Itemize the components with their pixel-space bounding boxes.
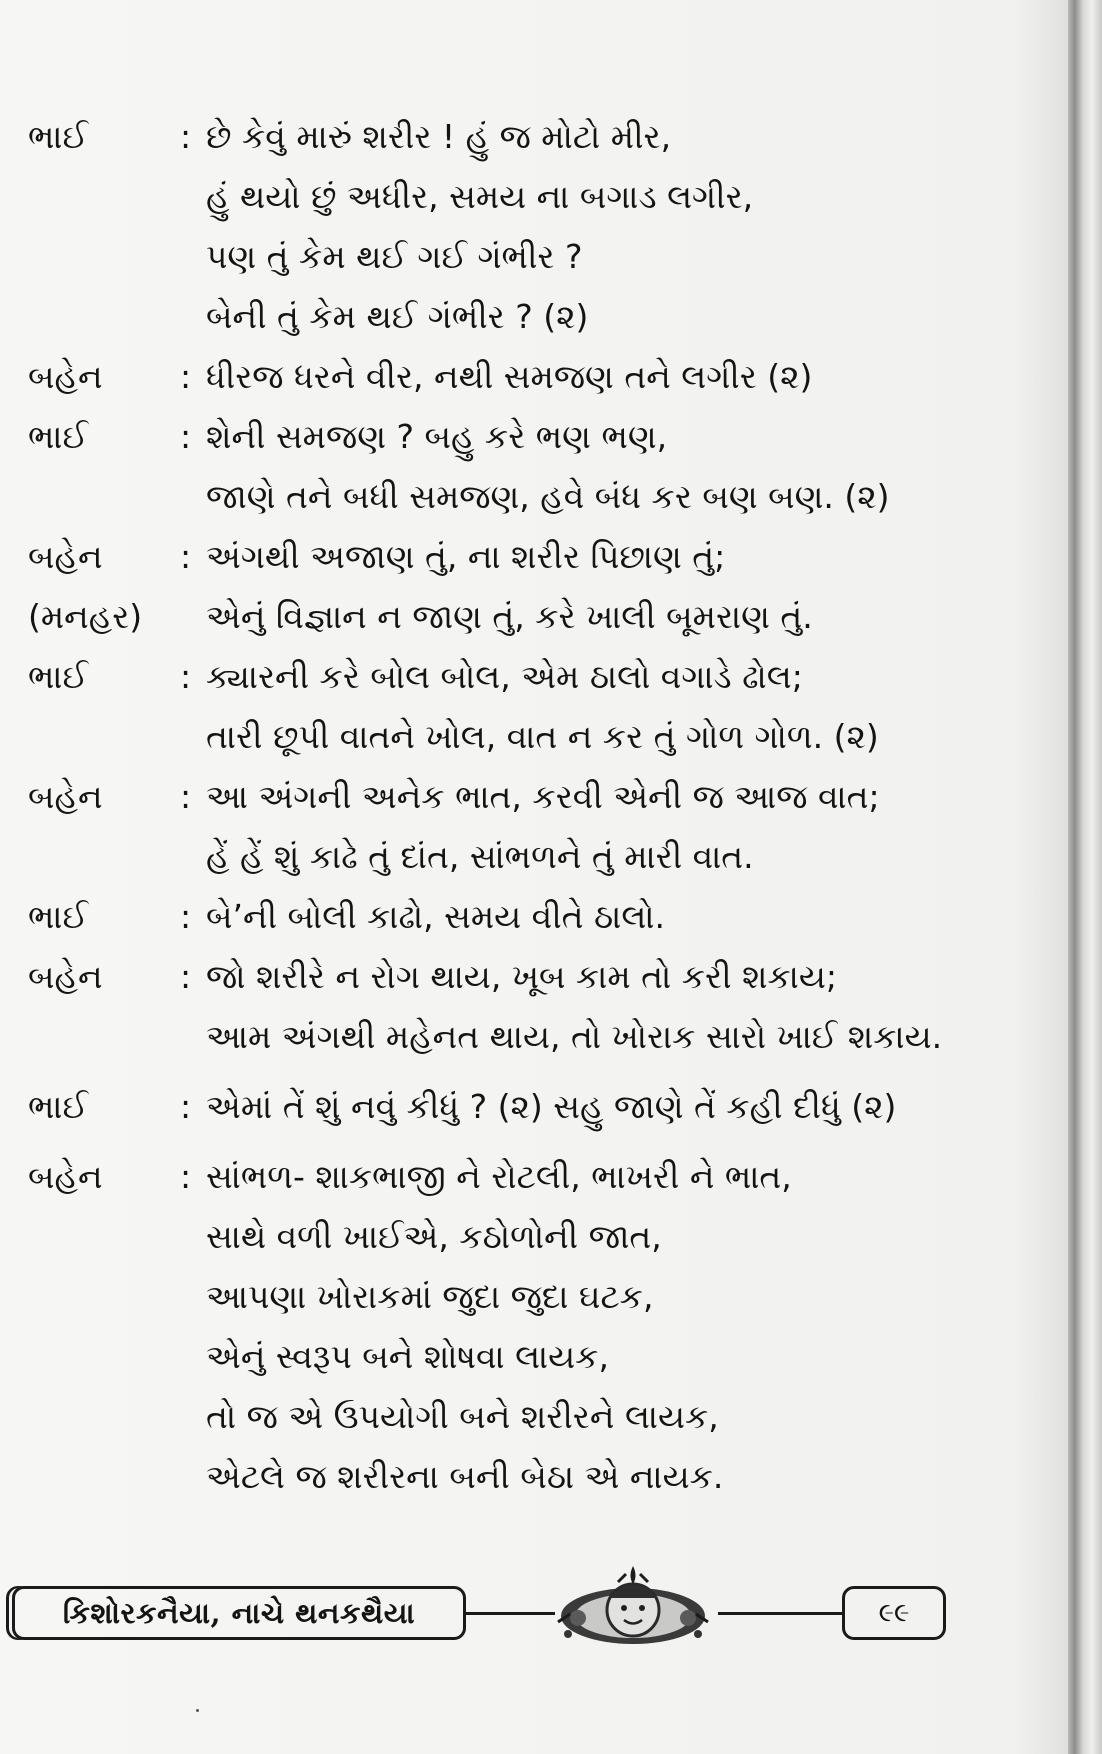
speaker-label: ભાઈ bbox=[28, 117, 88, 156]
dialogue-text: છે કેવું મારું શરીર ! હું જ મોટો મીર, bbox=[206, 117, 672, 156]
speaker-label: ભાઈ bbox=[28, 417, 88, 456]
dialogue-text: તો જ એ ઉપયોગી બને શરીરને લાયક, bbox=[206, 1397, 719, 1436]
speaker-label: બહેન bbox=[28, 537, 103, 576]
speaker-label: બહેન bbox=[28, 957, 103, 996]
dialogue-text: એનું વિજ્ઞાન ન જાણ તું, કરે ખાલી બૂમરાણ તું. bbox=[206, 597, 813, 636]
speaker-label: ભાઈ bbox=[28, 1087, 88, 1126]
dialogue-text: સાંભળ- શાકભાજી ને રોટલી, ભાખરી ને ભાત, bbox=[206, 1157, 792, 1196]
speaker-label: ભાઈ bbox=[28, 897, 88, 936]
footer-rule-right bbox=[718, 1612, 842, 1615]
dialogue-text: આમ અંગથી મહેનત થાય, તો ખોરાક સારો ખાઈ શકાય. bbox=[206, 1017, 943, 1056]
dialogue-text: ક્યારની કરે બોલ બોલ, એમ ઠાલો વગાડે ઢોલ; bbox=[206, 657, 803, 696]
speaker-colon: : bbox=[180, 357, 192, 396]
dialogue-text: અંગથી અજાણ તું, ના શરીર પિછાણ તું; bbox=[206, 537, 726, 576]
speaker-colon: : bbox=[180, 537, 192, 576]
dialogue-text: બે’ની બોલી કાઢો, સમય વીતે ઠાલો. bbox=[206, 897, 666, 936]
paper-speck bbox=[196, 1709, 199, 1712]
child-face-emblem-icon bbox=[548, 1562, 718, 1654]
book-binding-edge bbox=[1068, 0, 1102, 1754]
dialogue-text: જો શરીરે ન રોગ થાય, ખૂબ કામ તો કરી શકાય; bbox=[206, 957, 837, 996]
dialogue-text: બેની તું કેમ થઈ ગંભીર ? (૨) bbox=[206, 297, 589, 336]
speaker-label: બહેન bbox=[28, 357, 103, 396]
speaker-label: ભાઈ bbox=[28, 657, 88, 696]
speaker-colon: : bbox=[180, 1087, 192, 1126]
page-footer bbox=[0, 1584, 1102, 1654]
dialogue-text: ધીરજ ધરને વીર, નથી સમજણ તને લગીર (૨) bbox=[206, 357, 813, 396]
dialogue-text: આપણા ખોરાકમાં જુદા જુદા ઘટક, bbox=[206, 1277, 654, 1316]
footer-rule-left bbox=[463, 1612, 555, 1615]
speaker-colon: : bbox=[180, 1157, 192, 1196]
speaker-label: (મનહર) bbox=[28, 597, 143, 636]
speaker-colon: : bbox=[180, 657, 192, 696]
page-number: ૯૯ bbox=[842, 1586, 946, 1640]
dialogue-text: તારી છૂપી વાતને ખોલ, વાત ન કર તું ગોળ ગોળ. (૨) bbox=[206, 717, 879, 756]
dialogue-text: હેં હેં શું કાઢે તું દાંત, સાંભળને તું મારી વાત. bbox=[206, 837, 754, 876]
dialogue-text: એટલે જ શરીરના બની બેઠા એ નાયક. bbox=[206, 1457, 724, 1496]
dialogue-text: જાણે તને બધી સમજણ, હવે બંધ કર બણ બણ. (૨) bbox=[206, 477, 890, 516]
speaker-colon: : bbox=[180, 957, 192, 996]
dialogue-text: શેની સમજણ ? બહુ કરે ભણ ભણ, bbox=[206, 417, 668, 456]
speaker-label: બહેન bbox=[28, 777, 103, 816]
dialogue-text: પણ તું કેમ થઈ ગઈ ગંભીર ? bbox=[206, 237, 583, 276]
speaker-colon: : bbox=[180, 897, 192, 936]
dialogue-text: હું થયો છું અધીર, સમય ના બગાડ લગીર, bbox=[206, 177, 754, 216]
speaker-colon: : bbox=[180, 777, 192, 816]
dialogue-text: આ અંગની અનેક ભાત, કરવી એની જ આજ વાત; bbox=[206, 777, 880, 816]
speaker-colon: : bbox=[180, 117, 192, 156]
book-title: કિશોરકનૈયા, નાચે થનકથૈયા bbox=[12, 1586, 466, 1640]
dialogue-text: એમાં તેં શું નવું કીધું ? (૨) સહુ જાણે તેં કહી દીધું (૨) bbox=[206, 1087, 897, 1126]
dialogue-text: એનું સ્વરૂપ બને શોષવા લાયક, bbox=[206, 1337, 609, 1376]
dialogue-text: સાથે વળી ખાઈએ, કઠોળોની જાત, bbox=[206, 1217, 662, 1256]
speaker-label: બહેન bbox=[28, 1157, 103, 1196]
speaker-colon: : bbox=[180, 417, 192, 456]
